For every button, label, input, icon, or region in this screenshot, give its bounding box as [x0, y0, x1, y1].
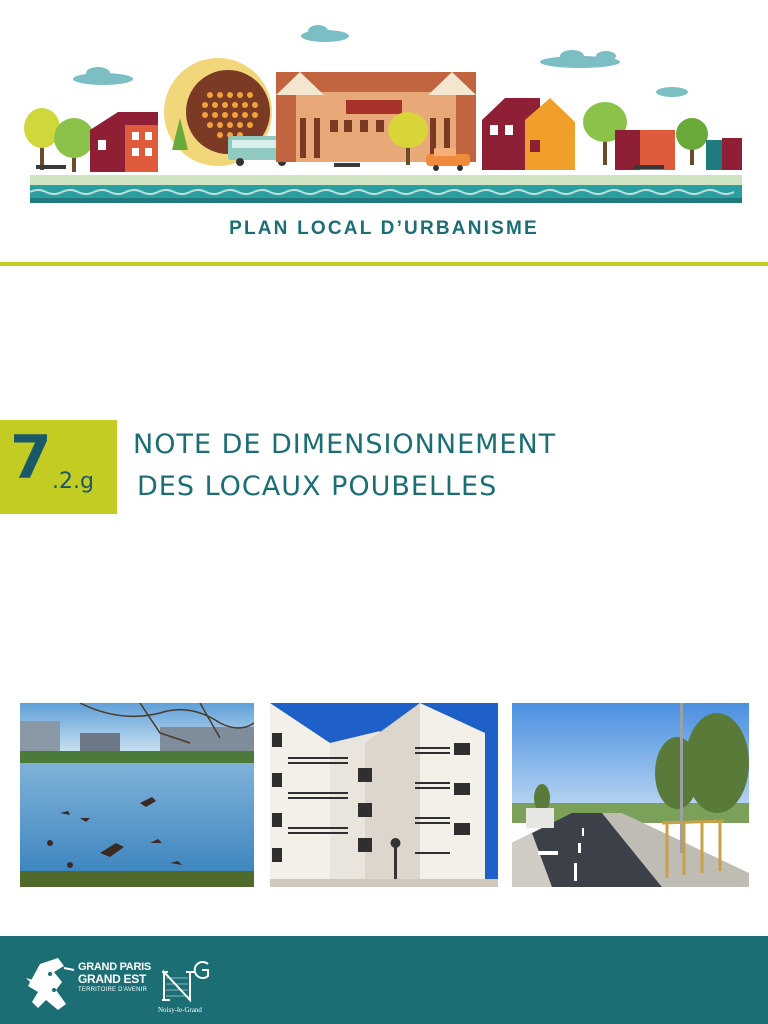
noisy-le-grand-logo — [160, 956, 212, 1010]
grand-paris-label: GRAND PARIS — [78, 961, 151, 973]
document-title-line-1: NOTE DE DIMENSIONNEMENT — [133, 429, 557, 460]
city-banner-illustration — [0, 0, 768, 215]
photo-lake-birds — [20, 703, 254, 887]
chapter-number: 7 — [10, 423, 52, 493]
grand-est-label: GRAND EST — [78, 972, 146, 986]
photo-apartment-building — [270, 703, 498, 887]
accent-rule — [0, 262, 768, 266]
plan-title: PLAN LOCAL D’URBANISME — [229, 218, 539, 239]
territoire-avenir-label: TERRITOIRE D'AVENIR — [78, 987, 148, 993]
photo-street-cycle-path — [512, 703, 749, 887]
document-title-line-2: DES LOCAUX POUBELLES — [137, 471, 498, 502]
document-title — [133, 424, 556, 508]
chapter-subsection: .2.g — [52, 469, 94, 494]
noisy-le-grand-label: Noisy-le-Grand — [158, 1006, 202, 1014]
